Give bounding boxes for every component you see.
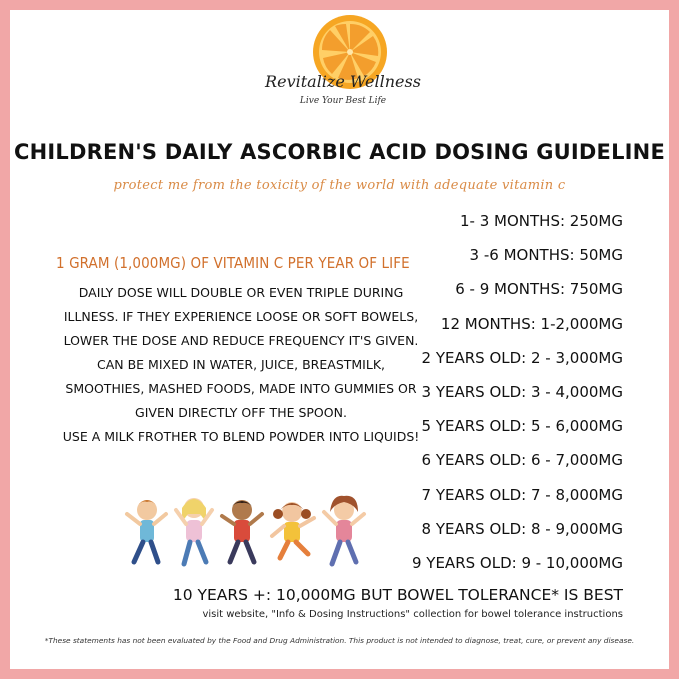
fda-disclaimer: *These statements has not been evaluated by the Food and Drug Administration. This product is not intended to diagnose, treat, cure, or prevent any disease. <box>44 636 635 645</box>
instruction-line: SMOOTHIES, MASHED FOODS, MADE INTO GUMMIES OR <box>65 381 417 396</box>
dose-row: 2 YEARS OLD: 2 - 3,000MG <box>421 348 623 367</box>
dose-row: 6 - 9 MONTHS: 750MG <box>455 280 623 299</box>
kid-figure <box>222 500 262 562</box>
dosing-rule-heading: 1 GRAM (1,000MG) OF VITAMIN C PER YEAR OF LIFE <box>56 254 410 272</box>
instruction-line: LOWER THE DOSE AND REDUCE FREQUENCY IT'S GIVEN. <box>63 333 419 348</box>
dose-row: 3 -6 MONTHS: 50MG <box>469 246 623 265</box>
dose-row: 12 MONTHS: 1-2,000MG <box>440 314 623 333</box>
kid-figure <box>176 498 212 564</box>
kid-figure <box>272 502 314 558</box>
instruction-line: USE A MILK FROTHER TO BLEND POWDER INTO LIQUIDS! <box>62 429 420 444</box>
instruction-line: ILLNESS. IF THEY EXPERIENCE LOOSE OR SOFT BOWELS, <box>63 309 419 324</box>
instruction-line: GIVEN DIRECTLY OFF THE SPOON. <box>135 405 347 420</box>
tolerance-note: 10 YEARS +: 10,000MG BUT BOWEL TOLERANCE* IS BEST <box>172 586 623 604</box>
dose-row: 1- 3 MONTHS: 250MG <box>460 212 623 230</box>
brand-logo <box>258 12 428 130</box>
instruction-line: DAILY DOSE WILL DOUBLE OR EVEN TRIPLE DURING <box>78 285 404 300</box>
dose-row: 3 YEARS OLD: 3 - 4,000MG <box>421 382 623 401</box>
brand-tagline: Live Your Best Life <box>299 96 387 106</box>
website-note: visit website, "Info & Dosing Instructions" collection for bowel tolerance instructions <box>202 609 623 620</box>
dose-row: 8 YEARS OLD: 8 - 9,000MG <box>421 519 623 538</box>
dose-row: 7 YEARS OLD: 7 - 8,000MG <box>421 485 623 504</box>
page-title: CHILDREN'S DAILY ASCORBIC ACID DOSING GUIDELINE <box>13 140 665 164</box>
kid-figure <box>127 500 166 562</box>
instruction-line: CAN BE MIXED IN WATER, JUICE, BREASTMILK, <box>97 357 385 372</box>
dose-row: 9 YEARS OLD: 9 - 10,000MG <box>411 553 623 572</box>
dose-row: 6 YEARS OLD: 6 - 7,000MG <box>421 451 623 470</box>
dose-row: 5 YEARS OLD: 5 - 6,000MG <box>421 417 623 436</box>
brand-name: Revitalize Wellness <box>265 72 421 91</box>
dose-list <box>363 204 623 580</box>
page-subtitle: protect me from the toxicity of the world with adequate vitamin c <box>113 178 566 193</box>
jumping-kids-illustration <box>122 492 372 582</box>
kid-figure <box>324 496 364 564</box>
